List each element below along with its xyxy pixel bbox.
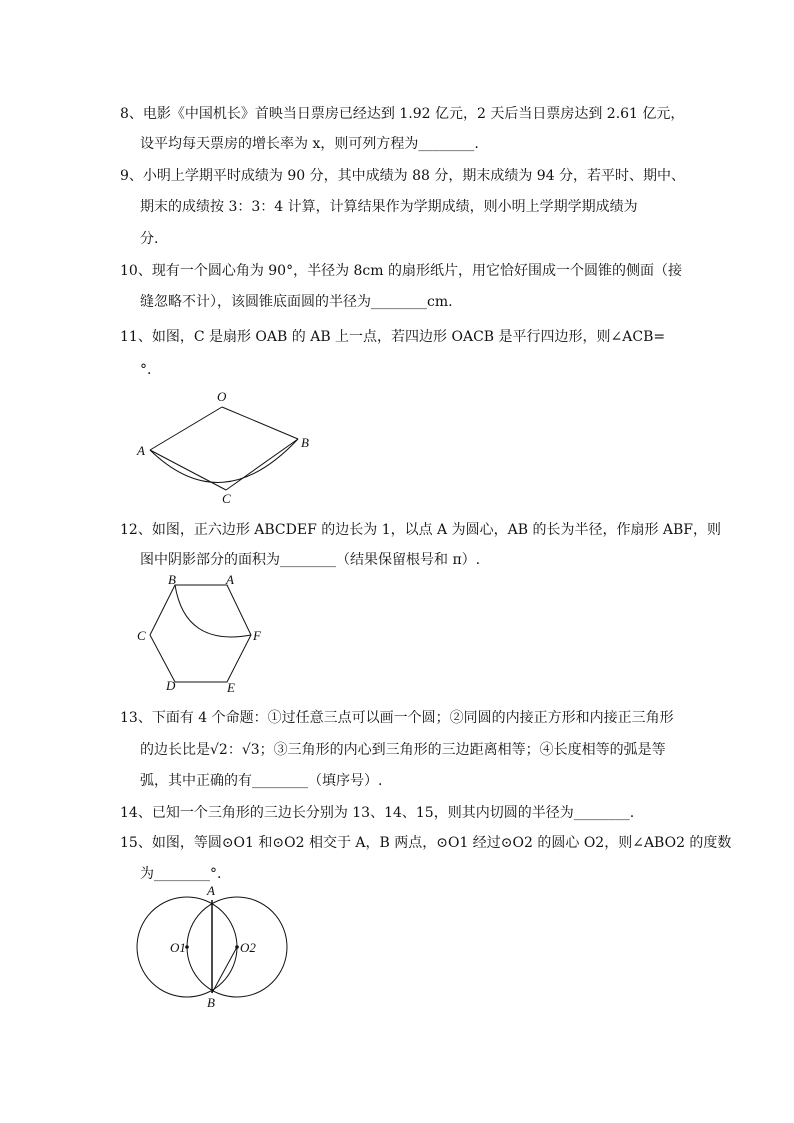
q10-line2: 缝忽略不计），该圆锥底面圆的半径为________cm. <box>140 294 453 310</box>
label-a: A <box>207 885 215 898</box>
label-f: F <box>253 628 261 643</box>
q12-line2: 图中阴影部分的面积为________（结果保留根号和 π）. <box>140 552 481 568</box>
q9-line1: 9、小明上学期平时成绩为 90 分，其中成绩为 88 分，期末成绩为 94 分，若平时、期中、 <box>120 168 686 184</box>
label-a: A <box>137 443 145 458</box>
label-o1: O1 <box>170 940 186 955</box>
q8-line2: 设平均每天票房的增长率为 x，则可列方程为________. <box>140 136 479 152</box>
segment-cb <box>226 439 298 490</box>
q10-line1: 10、现有一个圆心角为 90°，半径为 8cm 的扇形纸片，用它恰好围成一个圆锥的侧面（接 <box>120 263 683 279</box>
label-c: C <box>137 628 146 643</box>
q11-line2: °. <box>140 362 152 378</box>
label-b: B <box>301 435 309 450</box>
label-o2: O2 <box>240 940 256 955</box>
figure-15-circles <box>130 885 300 1013</box>
label-b: B <box>168 572 176 587</box>
figure-11-sector <box>130 385 320 510</box>
hexagon-abcdef <box>150 585 251 682</box>
label-d: D <box>166 678 176 693</box>
segment-ob <box>222 407 298 439</box>
figure-12-hexagon <box>130 572 270 700</box>
q13-line2: 的边长比是√2：√3；③三角形的内心到三角形的三边距离相等；④长度相等的弧是等 <box>140 742 666 758</box>
label-a: A <box>226 572 234 587</box>
label-b: B <box>207 995 215 1010</box>
arc-ab <box>150 439 298 482</box>
q12-line1: 12、如图，正六边形 ABCDEF 的边长为 1，以点 A 为圆心，AB 的长为半径，作扇形 ABF，则 <box>120 522 722 538</box>
q9-line3: 分. <box>140 231 159 247</box>
label-c: C <box>222 491 231 506</box>
q15-line2: 为________°. <box>140 866 222 882</box>
segment-oa <box>150 407 222 450</box>
q8-line1: 8、电影《中国机长》首映当日票房已经达到 1.92 亿元，2 天后当日票房达到 2.61 亿元， <box>120 106 685 122</box>
segment-ac <box>150 450 226 490</box>
label-o: O <box>217 389 227 404</box>
q14-line1: 14、已知一个三角形的三边长分别为 13、14、15，则其内切圆的半径为________. <box>120 805 635 821</box>
segment-bo2 <box>212 947 237 993</box>
q13-line3: 弧，其中正确的有________（填序号）. <box>140 773 383 789</box>
q15-line1: 15、如图，等圆⊙O1 和⊙O2 相交于 A，B 两点，⊙O1 经过⊙O2 的圆心 O2，则∠ABO2 的度数 <box>120 835 732 851</box>
q9-line2: 期末的成绩按 3：3：4 计算，计算结果作为学期成绩，则小明上学期学期成绩为 <box>140 199 638 215</box>
point-o2 <box>235 945 239 949</box>
q11-line1: 11、如图，C 是扇形 OAB 的 AB 上一点，若四边形 OACB 是平行四边形，则∠ACB= <box>120 329 666 345</box>
q13-line1: 13、下面有 4 个命题：①过任意三点可以画一个圆；②同圆的内接正方形和内接正三角形 <box>120 710 674 726</box>
label-e: E <box>227 680 235 695</box>
